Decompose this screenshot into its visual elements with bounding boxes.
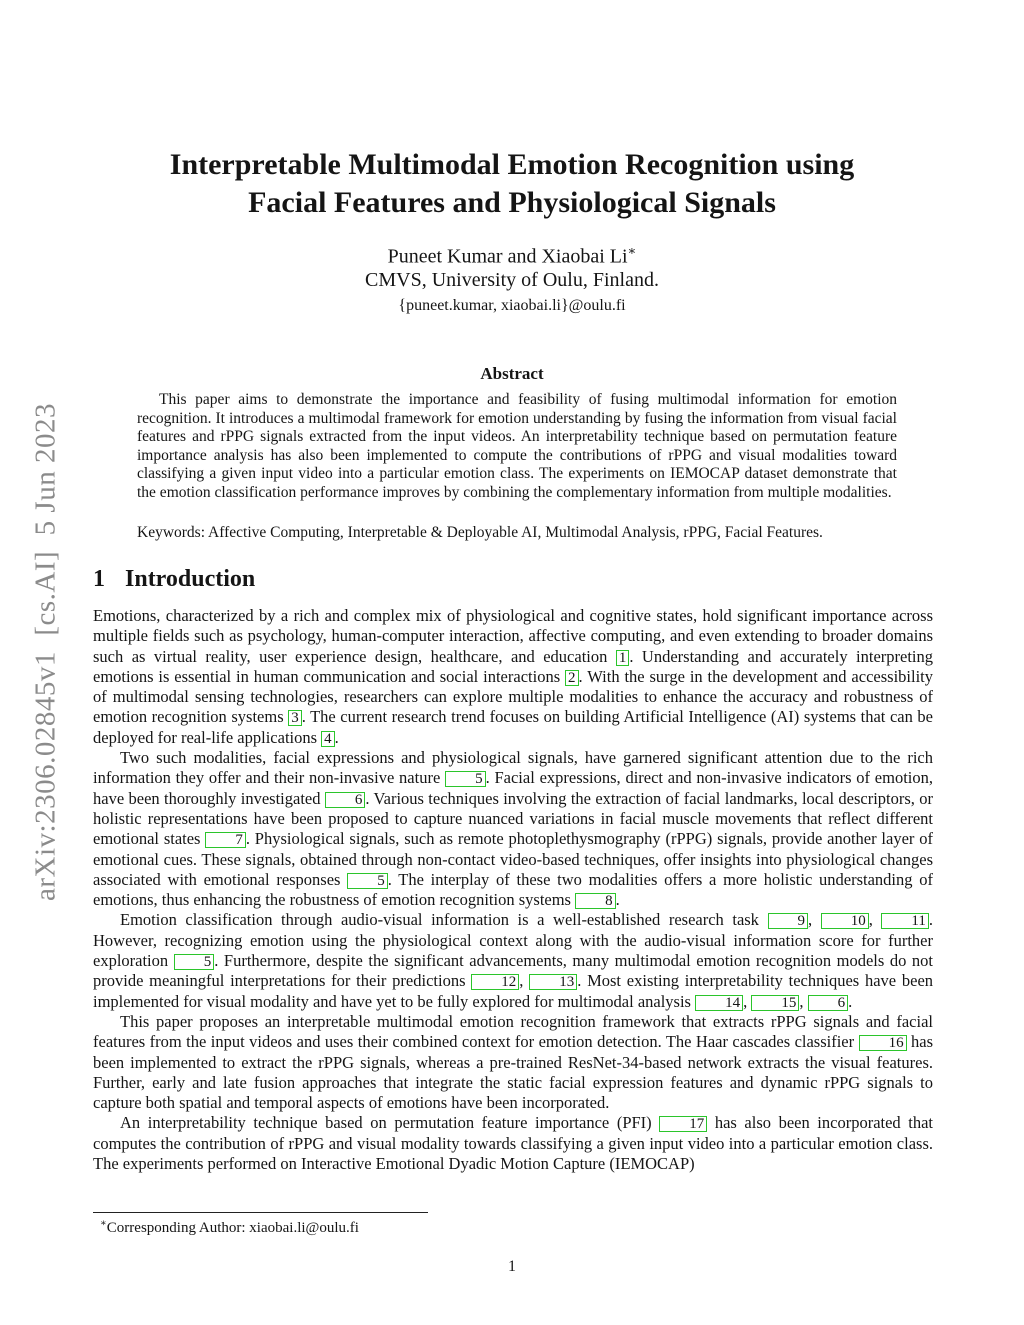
abstract-body: This paper aims to demonstrate the importance and feasibility of fusing multimodal information for emotion recognition. It introduces a multimodal framework for emotion understanding by fusing the information from visual facial features and rPPG signals extracted from the input videos. An interpretability technique based on permutation feature importance analysis has also been implemented to compute the contributions of rPPG and visual modalities toward classifying a given input video into a particular emotion class. The experiments on IEMOCAP dataset demonstrate that the emotion classification performance improves by combining the complementary information from multiple modalities. <box>137 391 897 501</box>
citation-ref-14[interactable]: 14 <box>695 995 743 1011</box>
email-line: {puneet.kumar, xiaobai.li}@oulu.fi <box>398 297 626 314</box>
citation-ref-3[interactable]: 3 <box>288 710 302 726</box>
author-note-marker: ∗ <box>627 243 637 258</box>
page-number: 1 <box>508 1258 516 1275</box>
citation-ref-15[interactable]: 15 <box>751 995 799 1011</box>
citation-ref-8[interactable]: 8 <box>575 893 616 909</box>
section-number: 1 <box>93 566 105 592</box>
paragraph: Emotions, characterized by a rich and complex mix of physiological and cognitive states, hold significant importance across multiple fields such as psychology, human-computer interaction, affective computing, and even extending to broader domains such as virtual reality, user experience design, healthcare, and education 1 . Understanding and accurately interpreting emotions is essential in human communication and social interactions 2 . With the surge in the development and accessibility of multimodal sensing technologies, researchers can explore multiple modalities to enhance the accuracy and robustness of emotion recognition systems 3 . The current research trend focuses on building Artificial Intelligence (AI) systems that can be deployed for real-life applications 4 . <box>93 606 933 747</box>
paragraph: An interpretability technique based on permutation feature importance (PFI) 17 has also been incorporated that computes the contribution of rPPG and visual modality towards classifying a given input video into a particular emotion class. The experiments performed on Interactive Emotional Dyadic Motion Capture (IEMOCAP) <box>93 1113 934 1174</box>
paragraph: Emotion classification through audio-visual information is a well-established research task 9 , 10 , 11 . However, recognizing emotion using the physiological context along with the audio-visual information score for further exploration 5 . Furthermore, despite the significant advancements, many multimodal emotion recognition models do not provide meaningful interpretations for their predictions 12 , 13 . Most existing interpretability techniques have been implemented for visual modality and have yet to be fully explored for multimodal analysis 14 , 15 , 6 . <box>93 910 934 1011</box>
paper-title-line2: Facial Features and Physiological Signals <box>248 186 776 219</box>
paragraph: This paper proposes an interpretable multimodal emotion recognition framework that extracts rPPG signals and facial features from the input videos and uses their combined context for emotion detection. The Haar cascades classifier 16 has been implemented to extract the rPPG signals, whereas a pre-trained ResNet-34-based network extracts the visual features. Further, early and late fusion approaches that integrate the static facial expression features and dynamic rPPG signals to capture both spatial and temporal aspects of emotions have been incorporated. <box>93 1011 934 1113</box>
citation-ref-16[interactable]: 16 <box>859 1035 907 1051</box>
corresponding-author-footnote <box>100 1218 800 1237</box>
introduction-body <box>93 606 933 1174</box>
citation-ref-5[interactable]: 5 <box>174 954 215 970</box>
citation-ref-6[interactable]: 6 <box>325 792 366 808</box>
citation-ref-2[interactable]: 2 <box>565 670 579 686</box>
citation-ref-1[interactable]: 1 <box>616 650 630 666</box>
citation-ref-17[interactable]: 17 <box>659 1116 707 1132</box>
abstract-heading: Abstract <box>480 364 544 383</box>
footnote-rule <box>93 1212 428 1213</box>
citation-ref-9[interactable]: 9 <box>768 913 809 929</box>
citation-ref-5[interactable]: 5 <box>445 771 486 787</box>
authors-names: Puneet Kumar and Xiaobai Li <box>387 245 628 268</box>
section-title: Introduction <box>125 566 256 592</box>
citation-ref-7[interactable]: 7 <box>205 832 246 848</box>
citation-ref-13[interactable]: 13 <box>529 974 577 990</box>
citation-ref-10[interactable]: 10 <box>821 913 869 929</box>
authors-line <box>0 243 1024 269</box>
section-heading-introduction <box>93 566 255 593</box>
paper-title <box>0 146 1024 222</box>
citation-ref-12[interactable]: 12 <box>471 974 519 990</box>
arxiv-stamp: arXiv:2306.02845v1 [cs.AI] 5 Jun 2023 <box>29 403 62 901</box>
paper-title-line1: Interpretable Multimodal Emotion Recognition using <box>169 148 855 181</box>
footnote-text: Corresponding Author: xiaobai.li@oulu.fi <box>106 1220 359 1236</box>
citation-ref-4[interactable]: 4 <box>321 731 335 747</box>
citation-ref-6[interactable]: 6 <box>808 995 849 1011</box>
citation-ref-5[interactable]: 5 <box>347 873 388 889</box>
footnote-marker: ∗ <box>100 1218 107 1229</box>
paragraph: Two such modalities, facial expressions and physiological signals, have garnered significant attention due to the rich information they offer and their non-invasive nature 5 . Facial expressions, direct and non-invasive indicators of emotion, have been thoroughly investigated 6 . Various techniques involving the extraction of facial landmarks, local descriptors, or holistic representations have been proposed to capture nuanced variations in facial muscle movements that reflect different emotional states 7 . Physiological signals, such as remote photoplethysmography (rPPG) signals, provide another layer of emotional cues. These signals, obtained through non-contact video-based techniques, offer insights into physiological changes associated with emotional responses 5 . The interplay of these two modalities offers a more holistic understanding of emotions, thus enhancing the robustness of emotion recognition systems 8 . <box>93 748 933 910</box>
keywords-line: Keywords: Affective Computing, Interpretable & Deployable AI, Multimodal Analysis, rPPG, Facial Features. <box>137 524 823 541</box>
affiliation-line: CMVS, University of Oulu, Finland. <box>365 269 659 291</box>
citation-ref-11[interactable]: 11 <box>881 913 928 929</box>
